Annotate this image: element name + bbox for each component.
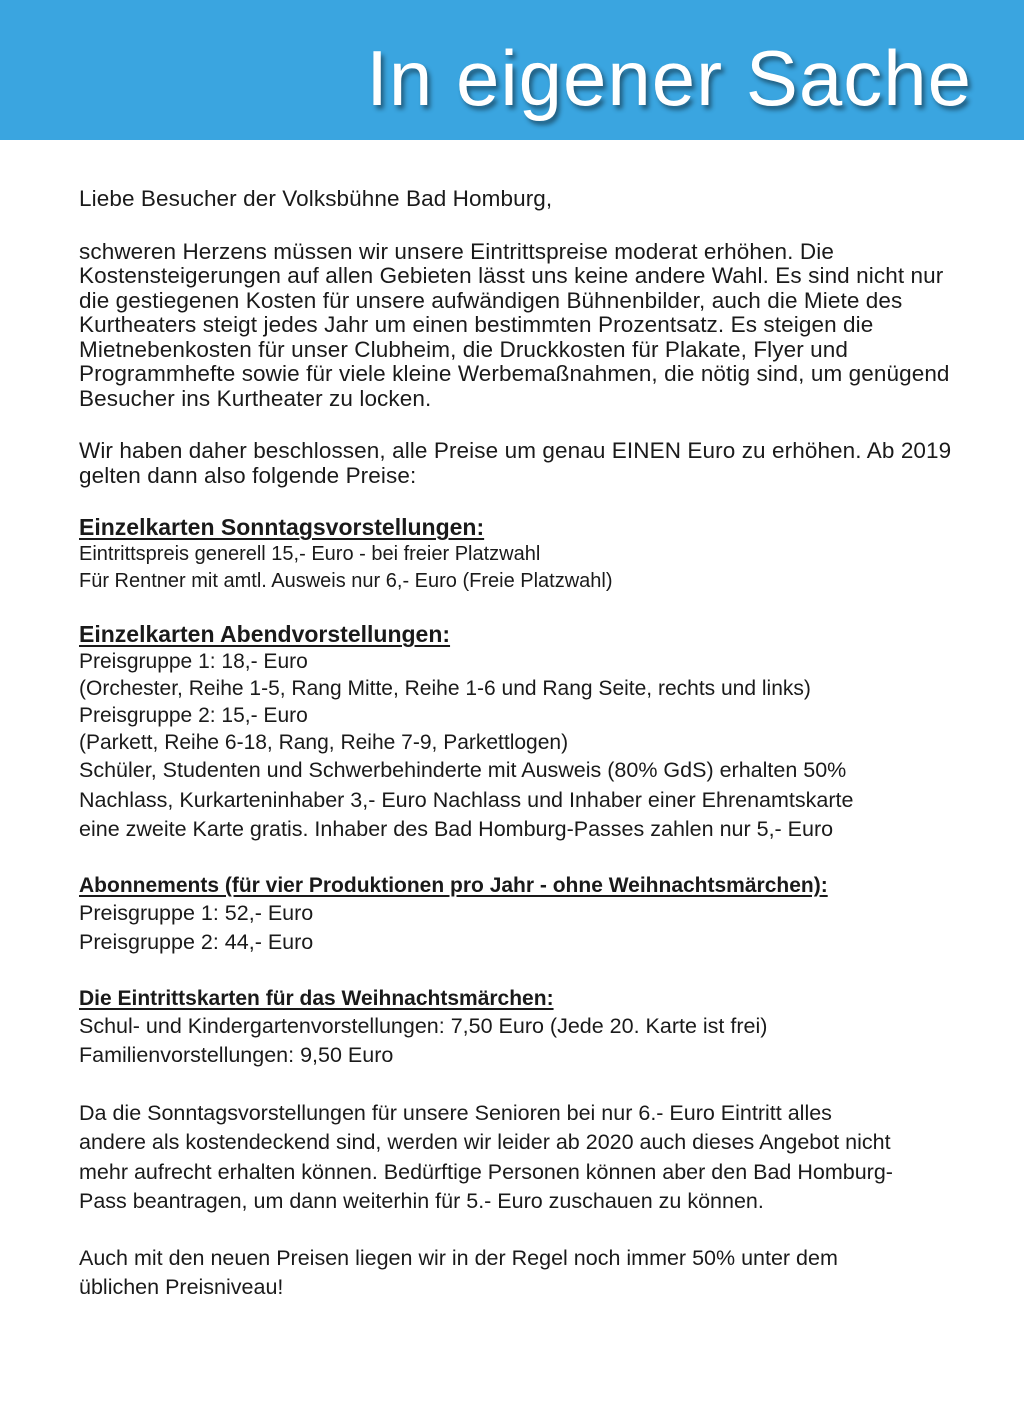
price-line: (Orchester, Reihe 1-5, Rang Mitte, Reihe 1-6 und Rang Seite, rechts und links) bbox=[79, 677, 811, 700]
evening-tickets-section bbox=[79, 620, 979, 845]
salutation: Liebe Besucher der Volksbühne Bad Homburg, bbox=[79, 186, 553, 211]
subscriptions-section bbox=[79, 873, 979, 958]
section-heading: Einzelkarten Abendvorstellungen: bbox=[79, 621, 451, 647]
price-line: Preisgruppe 1: 18,- Euro bbox=[79, 650, 308, 673]
christmas-tickets-section bbox=[79, 986, 979, 1071]
price-line: Familienvorstellungen: 9,50 Euro bbox=[79, 1043, 394, 1067]
notice-line: Pass beantragen, um dann weiterhin für 5.- Euro zuschauen zu können. bbox=[79, 1189, 764, 1213]
notice-line: mehr aufrecht erhalten können. Bedürftige Personen können aber den Bad Homburg- bbox=[79, 1159, 893, 1184]
intro-paragraph: schweren Herzens müssen wir unsere Eintrittspreise moderat erhöhen. Die Kostensteigerungen auf allen Gebieten lässt uns keine andere Wahl. Es sind nicht nur die gestiegenen Kosten für unsere aufwändigen Bühnenbilder, auch die Miete des Kurtheaters steigt jedes Jahr um einen bestimmten Prozentsatz. Es steigen die Mietnebenkosten für unser Clubheim, die Druckkosten für Plakate, Flyer und Programmhefte sowie für viele kleine Werbemaßnahmen, die nötig sind, um genügend Besucher ins Kurtheater zu locken. bbox=[79, 238, 950, 411]
header-band bbox=[0, 0, 1024, 140]
page-title: In eigener Sache bbox=[366, 34, 972, 122]
discount-line: Nachlass, Kurkarteninhaber 3,- Euro Nachlass und Inhaber einer Ehrenamtskarte bbox=[79, 787, 854, 812]
letter-body bbox=[79, 187, 979, 1303]
section-heading: Die Eintrittskarten für das Weihnachtsmärchen: bbox=[79, 986, 554, 1010]
price-line: Preisgruppe 2: 15,- Euro bbox=[79, 704, 308, 727]
notice-line: andere als kostendeckend sind, werden wir leider ab 2020 auch dieses Angebot nicht bbox=[79, 1130, 891, 1154]
decision-paragraph: Wir haben daher beschlossen, alle Preise um genau EINEN Euro zu erhöhen. Ab 2019 gelten dann also folgende Preise: bbox=[79, 438, 952, 488]
section-heading: Einzelkarten Sonntagsvorstellungen: bbox=[79, 514, 485, 540]
price-line: Preisgruppe 2: 44,- Euro bbox=[79, 930, 314, 954]
senior-notice bbox=[79, 1099, 979, 1217]
discount-line: eine zweite Karte gratis. Inhaber des Bad Homburg-Passes zahlen nur 5,- Euro bbox=[79, 817, 834, 841]
section-heading: Abonnements (für vier Produktionen pro Jahr - ohne Weihnachtsmärchen): bbox=[79, 873, 828, 897]
price-line: Schul- und Kindergartenvorstellungen: 7,50 Euro (Jede 20. Karte ist frei) bbox=[79, 1013, 768, 1038]
closing-line: Auch mit den neuen Preisen liegen wir in der Regel noch immer 50% unter dem bbox=[79, 1245, 838, 1270]
sunday-tickets-section bbox=[79, 513, 979, 594]
closing-line: üblichen Preisniveau! bbox=[79, 1275, 284, 1299]
notice-line: Da die Sonntagsvorstellungen für unsere Senioren bei nur 6.- Euro Eintritt alles bbox=[79, 1100, 832, 1125]
discount-line: Schüler, Studenten und Schwerbehinderte mit Ausweis (80% GdS) erhalten 50% bbox=[79, 758, 847, 782]
price-line: Für Rentner mit amtl. Ausweis nur 6,- Euro (Freie Platzwahl) bbox=[79, 569, 613, 592]
price-line: Eintrittspreis generell 15,- Euro - bei freier Platzwahl bbox=[79, 543, 541, 565]
price-line: Preisgruppe 1: 52,- Euro bbox=[79, 900, 314, 925]
price-line: (Parkett, Reihe 6-18, Rang, Reihe 7-9, Parkettlogen) bbox=[79, 731, 569, 754]
closing-note bbox=[79, 1244, 979, 1303]
